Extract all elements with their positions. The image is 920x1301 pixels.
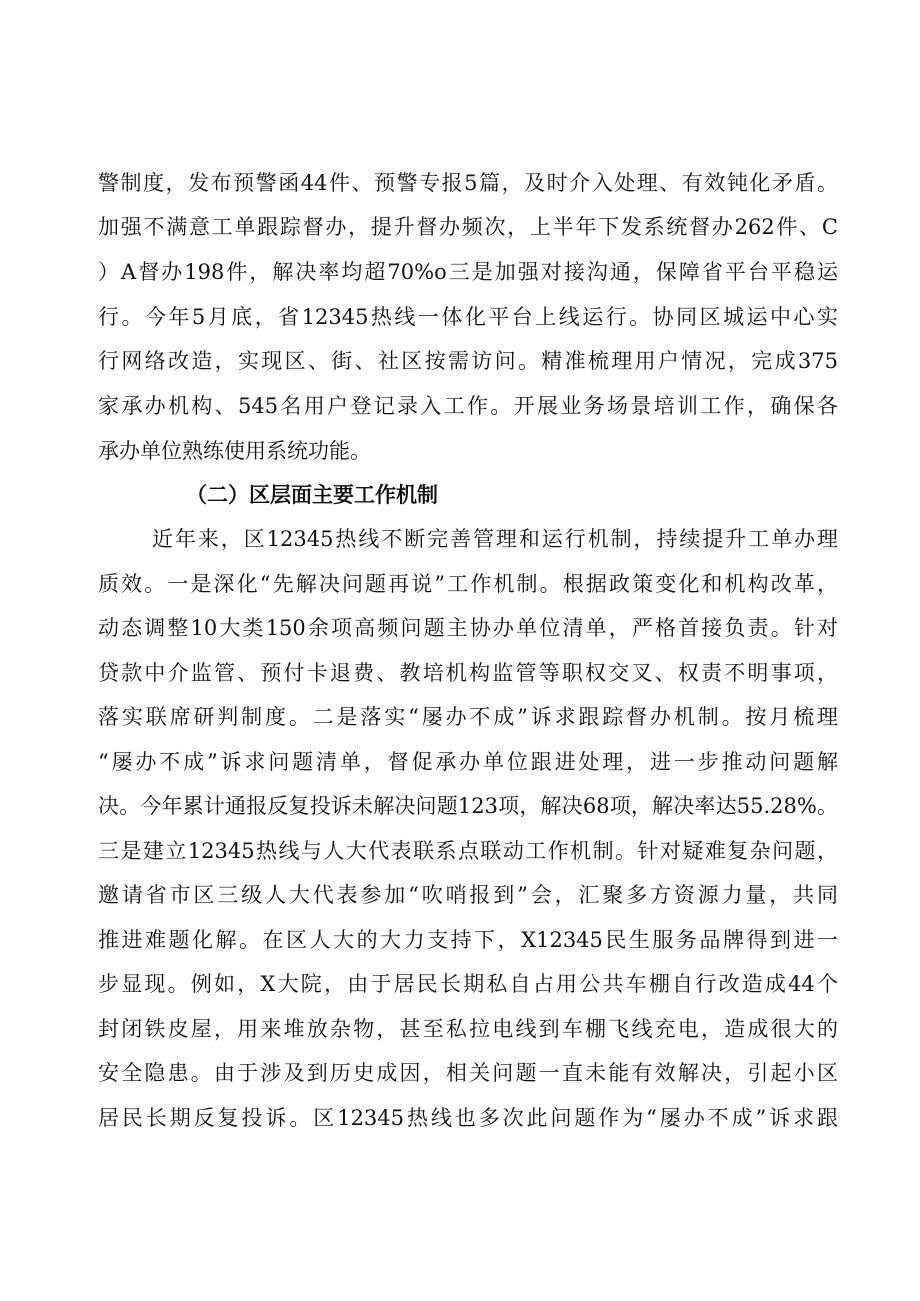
body-text-line: 警制度，发布预警函44件、预警专报5篇，及时介入处理、有效钝化矛盾。: [98, 171, 838, 195]
body-text-line: 推进难题化解。在区人大的大力支持下，X12345民生服务品牌得到进一: [98, 928, 838, 952]
body-text-line: 承办单位熟练使用系统功能。: [98, 439, 371, 463]
body-text-line: 行。今年5月底，省12345热线一体化平台上线运行。协同区城运中心实: [98, 305, 838, 329]
body-text-line: 家承办机构、545名用户登记录入工作。开展业务场景培训工作，确保各: [98, 394, 838, 418]
body-text-line: 动态调整10大类150余项高频问题主协办单位清单，严格首接负责。针对: [98, 616, 838, 640]
body-text-line: 三是建立12345热线与人大代表联系点联动工作机制。针对疑难复杂问题，: [98, 839, 838, 863]
paragraph-first-line: 近年来，区12345热线不断完善管理和运行机制，持续提升工单办理: [152, 527, 838, 551]
body-text-line: 步显现。例如，X大院，由于居民长期私自占用公共车棚自行改造成44个: [98, 972, 838, 996]
body-text-line: “屡办不成”诉求问题清单，督促承办单位跟进处理，进一步推动问题解: [98, 750, 838, 774]
body-text-line: 安全隐患。由于涉及到历史成因，相关问题一直未能有效解决，引起小区: [98, 1061, 838, 1085]
body-text-line: 邀请省市区三级人大代表参加“吹哨报到”会，汇聚多方资源力量，共同: [98, 883, 838, 907]
body-text-line: 贷款中介监管、预付卡退费、教培机构监管等职权交叉、权责不明事项，: [98, 661, 838, 685]
body-text-line: ）A督办198件，解决率均超70%o三是加强对接沟通，保障省平台平稳运: [98, 260, 838, 284]
body-text-line: 落实联席研判制度。二是落实“屡办不成”诉求跟踪督办机制。按月梳理: [98, 705, 838, 729]
body-text-line: 决。今年累计通报反复投诉未解决问题123项，解决68项，解决率达55.28%。: [98, 794, 838, 818]
body-text-line: 质效。一是深化“先解决问题再说”工作机制。根据政策变化和机构改革，: [98, 572, 838, 596]
body-text-line: 居民长期反复投诉。区12345热线也多次此问题作为“屡办不成”诉求跟: [98, 1106, 838, 1130]
section-heading: （二）区层面主要工作机制: [186, 482, 438, 507]
body-text-line: 加强不满意工单跟踪督办，提升督办频次，上半年下发系统督办262件、C: [98, 215, 838, 239]
body-text-line: 行网络改造，实现区、街、社区按需访问。精准梳理用户情况，完成375: [98, 349, 838, 373]
body-text-line: 封闭铁皮屋，用来堆放杂物，甚至私拉电线到车棚飞线充电，造成很大的: [98, 1017, 838, 1041]
